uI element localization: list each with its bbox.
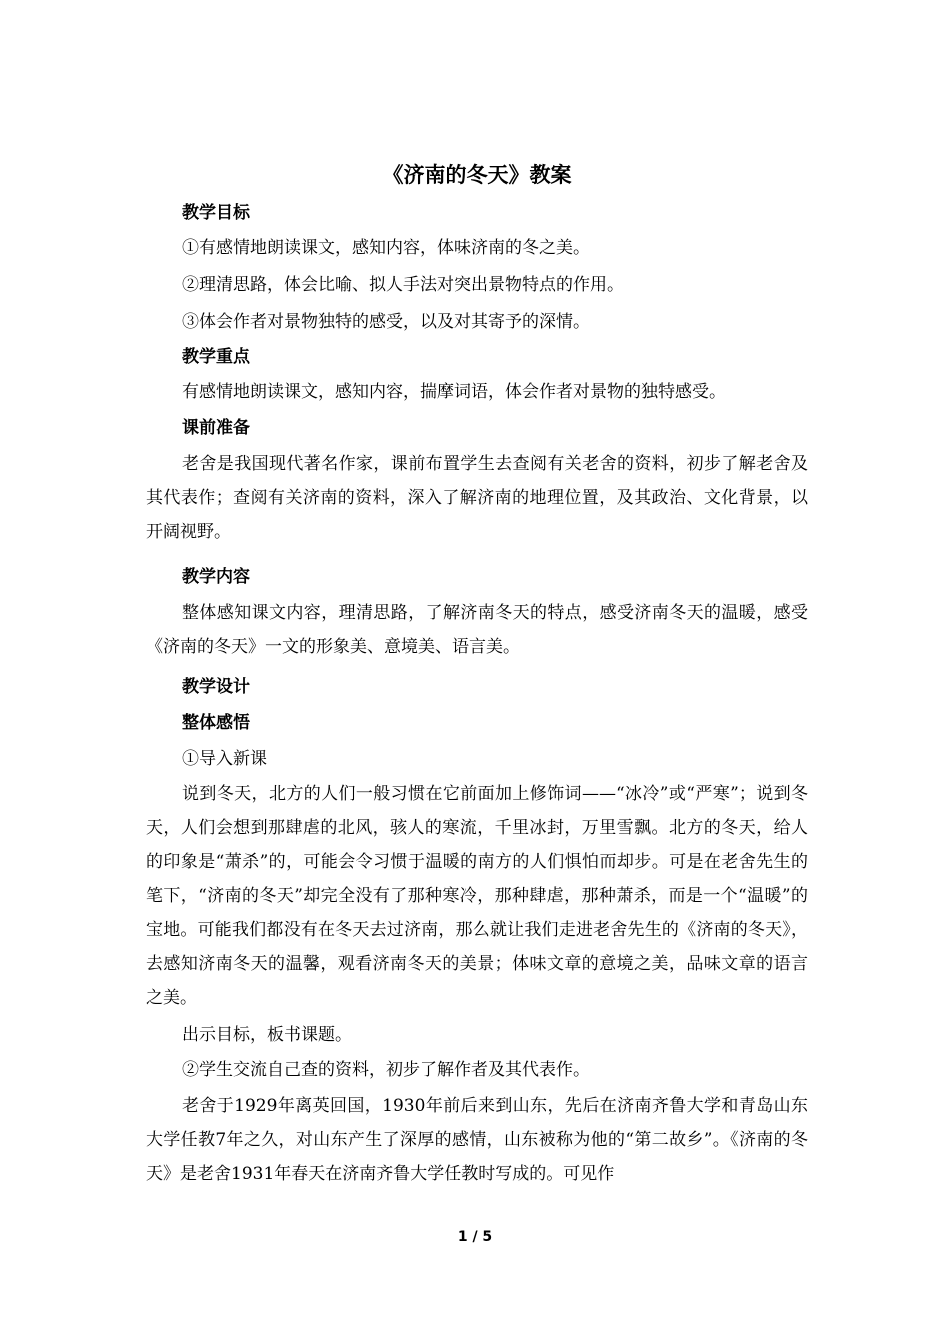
content-paragraph: 整体感知课文内容，理清思路，了解济南冬天的特点，感受济南冬天的温暖，感受《济南的冬天》一文的形象美、意境美、语言美。 xyxy=(146,603,808,657)
step-2-label: ②学生交流自己查的资料，初步了解作者及其代表作。 xyxy=(182,1060,590,1080)
step-1-label: ①导入新课 xyxy=(182,749,267,769)
key-text: 有感情地朗读课文，感知内容，揣摩词语，体会作者对景物的独特感受。 xyxy=(182,382,726,402)
prep-paragraph: 老舍是我国现代著名作家，课前布置学生去查阅有关老舍的资料，初步了解老舍及其代表作；查阅有关济南的资料，深入了解济南的地理位置，及其政治、文化背景，以开阔视野。 xyxy=(146,454,808,542)
objective-item: ①有感情地朗读课文，感知内容，体味济南的冬之美。 xyxy=(182,238,590,258)
prep-heading: 课前准备 xyxy=(182,418,250,438)
show-goal-text: 出示目标，板书课题。 xyxy=(182,1025,352,1045)
objectives-heading: 教学目标 xyxy=(182,203,250,223)
design-heading: 教学设计 xyxy=(182,677,250,697)
objective-item: ②理清思路，体会比喻、拟人手法对突出景物特点的作用。 xyxy=(182,275,624,295)
key-heading: 教学重点 xyxy=(182,347,250,367)
objective-item: ③体会作者对景物独特的感受，以及对其寄予的深情。 xyxy=(182,312,590,332)
content-heading: 教学内容 xyxy=(182,567,250,587)
overall-heading: 整体感悟 xyxy=(182,713,250,733)
page-number: 1 / 5 xyxy=(457,1229,493,1245)
author-paragraph: 老舍于1929年离英回国，1930年前后来到山东，先后在济南齐鲁大学和青岛山东大学任教7年之久，对山东产生了深厚的感情，山东被称为他的“第二故乡”。《济南的冬天》是老舍1931年春天在济南齐鲁大学任教时写成的。可见作 xyxy=(146,1096,808,1184)
page-title: 《济南的冬天》教案 xyxy=(382,163,572,187)
intro-paragraph: 说到冬天，北方的人们一般习惯在它前面加上修饰词——“冰冷”或“严寒”；说到冬天，人们会想到那肆虐的北风，骇人的寒流，千里冰封，万里雪飘。北方的冬天，给人的印象是“萧杀”的，可能会令习惯于温暖的南方的人们惧怕而却步。可是在老舍先生的笔下，“济南的冬天”却完全没有了那种寒冷，那种肆虐，那种萧杀，而是一个“温暖”的宝地。可能我们都没有在冬天去过济南，那么就让我们走进老舍先生的《济南的冬天》，去感知济南冬天的温馨，观看济南冬天的美景；体味文章的意境之美，品味文章的语言之美。 xyxy=(146,784,808,1008)
